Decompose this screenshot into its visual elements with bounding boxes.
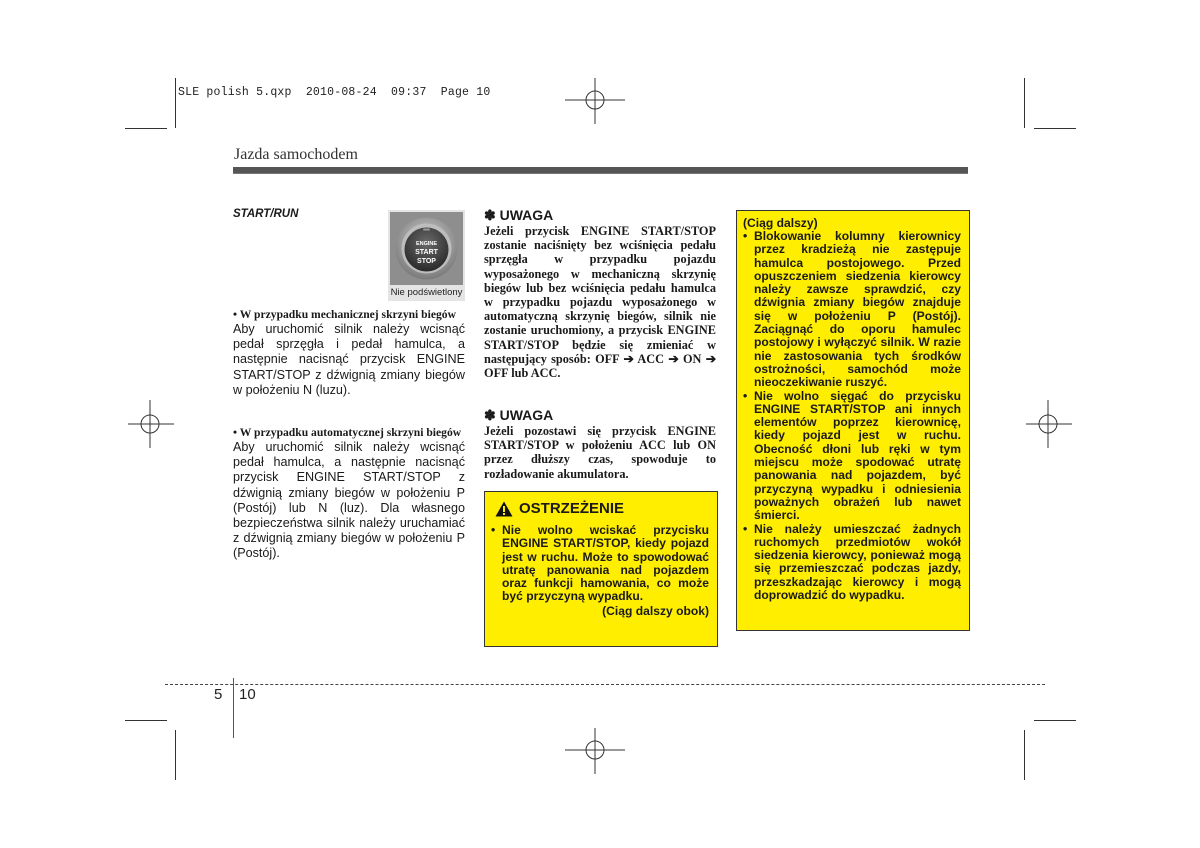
automatic-section (233, 426, 465, 562)
automatic-gearbox-text: Aby uruchomić silnik należy wcisnąć pedał hamulca, a następnie nacisnąć przycisk ENGINE START/STOP z dźwignią zmiany biegów w położeniu P (Postój) lub N (luz). Dla własnego bezpieczeństwa silnik należy uruchamiać z dźwignią zmiany biegów w położeniu P (Postój). (233, 440, 465, 561)
warning-header (495, 500, 624, 517)
engine-start-stop-button-photo (390, 212, 463, 285)
continued-warning-content (743, 216, 961, 602)
registration-mark-top-icon (565, 78, 625, 124)
registration-mark-right-icon (1026, 400, 1072, 448)
continued-warning-box (736, 210, 970, 631)
engine-button-figure (388, 210, 465, 301)
warning-box (484, 491, 718, 647)
warning-title: OSTRZEŻENIE (519, 500, 625, 517)
list-item: • Blokowanie kolumny kierownicy przez kradzieżą nie zastępuje hamulca postojowego. Przed opuszczeniem siedzenia kierowcy należy zawsze sprawdzić, czy dźwignia zmiany biegów znajduje się w położeniu P (Postój). Zaciągnąć do oporu hamulec postojowy i wyłączyć silnik. W razie nie zastosowania tych środków ostrożności, samochód może nieoczekiwanie ruszyć. (743, 229, 961, 390)
manual-gearbox-heading: • W przypadku mechanicznej skrzyni biegów (233, 308, 456, 321)
header-rule-thin (233, 173, 968, 174)
footer-vertical-rule (233, 678, 234, 738)
column-middle (484, 207, 716, 380)
list-item: • Nie wolno sięgać do przycisku ENGINE START/STOP ani innych elementów poprzez kierownicę, kiedy pojazd jest w ruchu. Obecność dłoni lub ręki w tym miejscu może spodować utratę panowania nad pojazdem, być przyczyną wypadku i odniesienia poważnych obrażeń lub nawet śmierci. (743, 388, 961, 523)
note-1-text: Jeżeli przycisk ENGINE START/STOP zostanie naciśnięty bez wciśnięcia pedału sprzęgła w przypadku pojazdu wyposażonego w mechaniczną skrzynię biegów lub bez wciśnięcia pedału hamulca w przypadku pojazdu wyposażonego w automatyczną skrzynię biegów, silnik nie zostanie uruchomiony, a przycisk ENGINE START/STOP będzie się zmieniać w następujący sposób: OFF ➔ ACC ➔ ON ➔ OFF lub ACC. (484, 224, 716, 381)
chapter-number: 5 (214, 686, 223, 703)
page-number: 10 (239, 686, 256, 703)
note-2-title: ✽ UWAGA (484, 407, 554, 423)
button-text-stop: STOP (417, 258, 436, 265)
manual-gearbox-text: Aby uruchomić silnik należy wcisnąć pedał sprzęgła i pedał hamulca, a następnie nacisnąć przycisk ENGINE START/STOP z dźwignią zmiany biegów w położeniu N (luzu). (233, 322, 465, 397)
button-text-engine: ENGINE (415, 241, 438, 247)
note-1-title: ✽ UWAGA (484, 207, 554, 223)
warning-list (491, 524, 709, 618)
print-slug: SLE polish 5.qxp 2010-08-24 09:37 Page 10 (178, 86, 491, 99)
note-2-text: Jeżeli pozostawi się przycisk ENGINE START/STOP w położeniu ACC lub ON przez dłuższy czas, spowoduje to rozładowanie akumulatora. (484, 424, 716, 481)
start-run-heading: START/RUN (233, 208, 299, 220)
list-item: • Nie należy umieszczać żadnych ruchomych przedmiotów wokół siedzenia kierowcy, ponieważ mogą się przemieszczać podczas jazdy, przeszkadzając kierowcy i mogą doprowadzić do wypadku. (743, 521, 961, 603)
warning-continued: (Ciąg dalszy obok) (602, 603, 709, 618)
manual-section (233, 308, 465, 398)
footer-divider (165, 684, 1045, 685)
automatic-gearbox-heading: • W przypadku automatycznej skrzyni biegów (233, 426, 462, 439)
registration-mark-left-icon (128, 400, 174, 448)
list-item: • Nie wolno wciskać przycisku ENGINE START/STOP, kiedy pojazd jest w ruchu. Może to spowodować utratę panowania nad pojazdem oraz funkcji hamowania, co może być przyczyną wypadku. (491, 523, 709, 604)
registration-mark-bottom-icon (565, 728, 625, 774)
button-text-start: START (415, 249, 438, 256)
warning-triangle-icon (495, 501, 513, 517)
button-caption: Nie podświetlony (390, 287, 463, 298)
note-2 (484, 407, 716, 481)
continued-heading: (Ciąg dalszy) (743, 216, 818, 230)
section-title: Jazda samochodem (234, 146, 358, 163)
